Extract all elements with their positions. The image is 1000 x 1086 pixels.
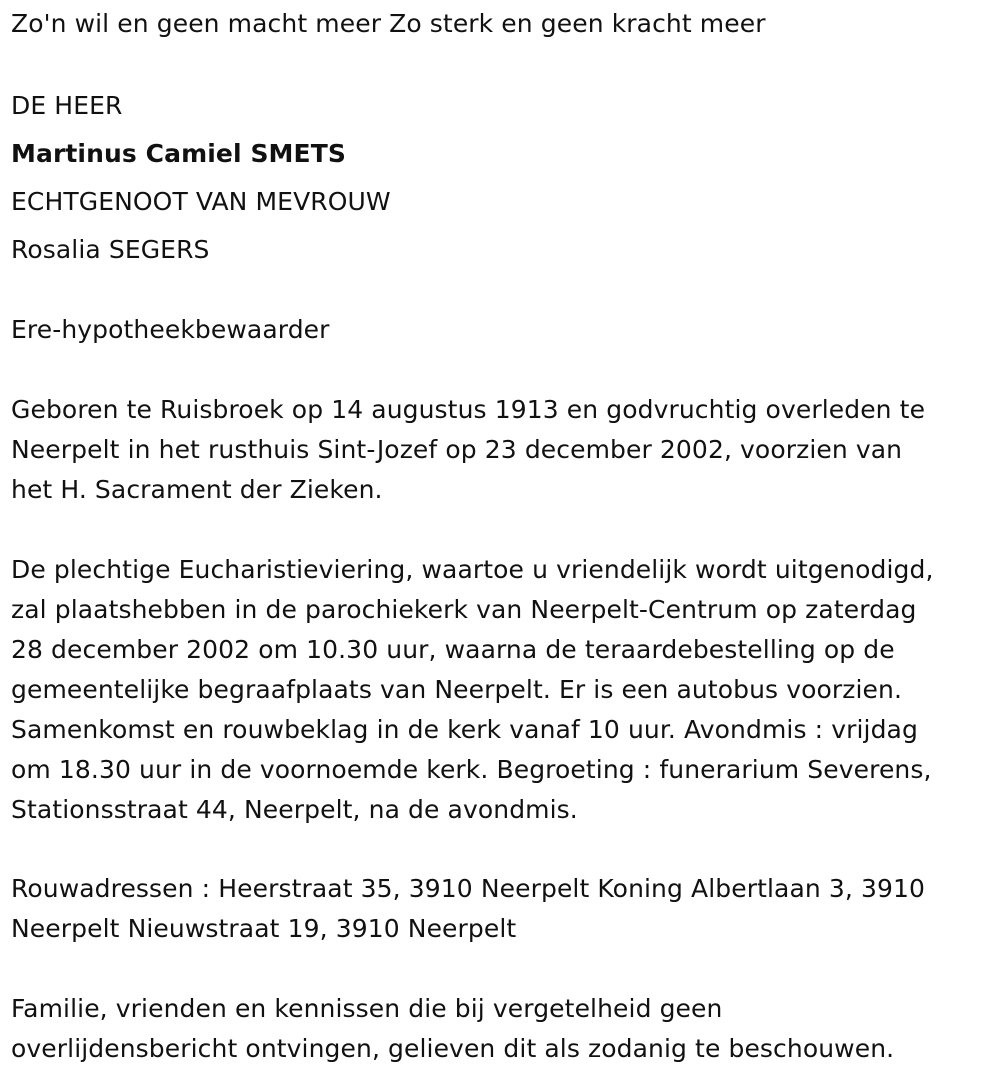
- occupation: Ere-hypotheekbewaarder: [11, 315, 330, 344]
- paragraph-line: het H. Sacrament der Zieken.: [11, 475, 383, 504]
- paragraph-line: 28 december 2002 om 10.30 uur, waarna de teraardebestelling op de: [11, 635, 895, 664]
- paragraph-line: overlijdensbericht ontvingen, gelieven dit als zodanig te beschouwen.: [11, 1034, 895, 1063]
- paragraph-line: Neerpelt in het rusthuis Sint-Jozef op 23 december 2002, voorzien van: [11, 435, 903, 464]
- paragraph-line: Stationsstraat 44, Neerpelt, na de avondmis.: [11, 795, 578, 824]
- title-prefix: DE HEER: [11, 91, 123, 120]
- motto: Zo'n wil en geen macht meer Zo sterk en geen kracht meer: [11, 9, 766, 38]
- spouse-name: Rosalia SEGERS: [11, 235, 210, 264]
- closing-paragraph: [11, 989, 894, 1069]
- deceased-name: Martinus Camiel SMETS: [11, 139, 346, 168]
- identity-block: [11, 82, 391, 274]
- paragraph-line: om 18.30 uur in de voornoemde kerk. Begroeting : funerarium Severens,: [11, 755, 932, 784]
- paragraph-line: Familie, vrienden en kennissen die bij vergetelheid geen: [11, 994, 723, 1023]
- paragraph-line: Geboren te Ruisbroek op 14 augustus 1913 en godvruchtig overleden te: [11, 395, 926, 424]
- service-paragraph: [11, 550, 934, 830]
- paragraph-line: gemeentelijke begraafplaats van Neerpelt. Er is een autobus voorzien.: [11, 675, 902, 704]
- addresses-paragraph: [11, 869, 925, 949]
- paragraph-line: zal plaatshebben in de parochiekerk van Neerpelt-Centrum op zaterdag: [11, 595, 917, 624]
- occupation-block: [11, 310, 330, 350]
- birth-death-paragraph: [11, 390, 925, 510]
- paragraph-line: Neerpelt Nieuwstraat 19, 3910 Neerpelt: [11, 914, 517, 943]
- paragraph-line: Samenkomst en rouwbeklag in de kerk vanaf 10 uur. Avondmis : vrijdag: [11, 715, 918, 744]
- spouse-label: ECHTGENOOT VAN MEVROUW: [11, 187, 391, 216]
- paragraph-line: De plechtige Eucharistieviering, waartoe u vriendelijk wordt uitgenodigd,: [11, 555, 934, 584]
- motto-block: [11, 4, 766, 44]
- paragraph-line: Rouwadressen : Heerstraat 35, 3910 Neerpelt Koning Albertlaan 3, 3910: [11, 874, 925, 903]
